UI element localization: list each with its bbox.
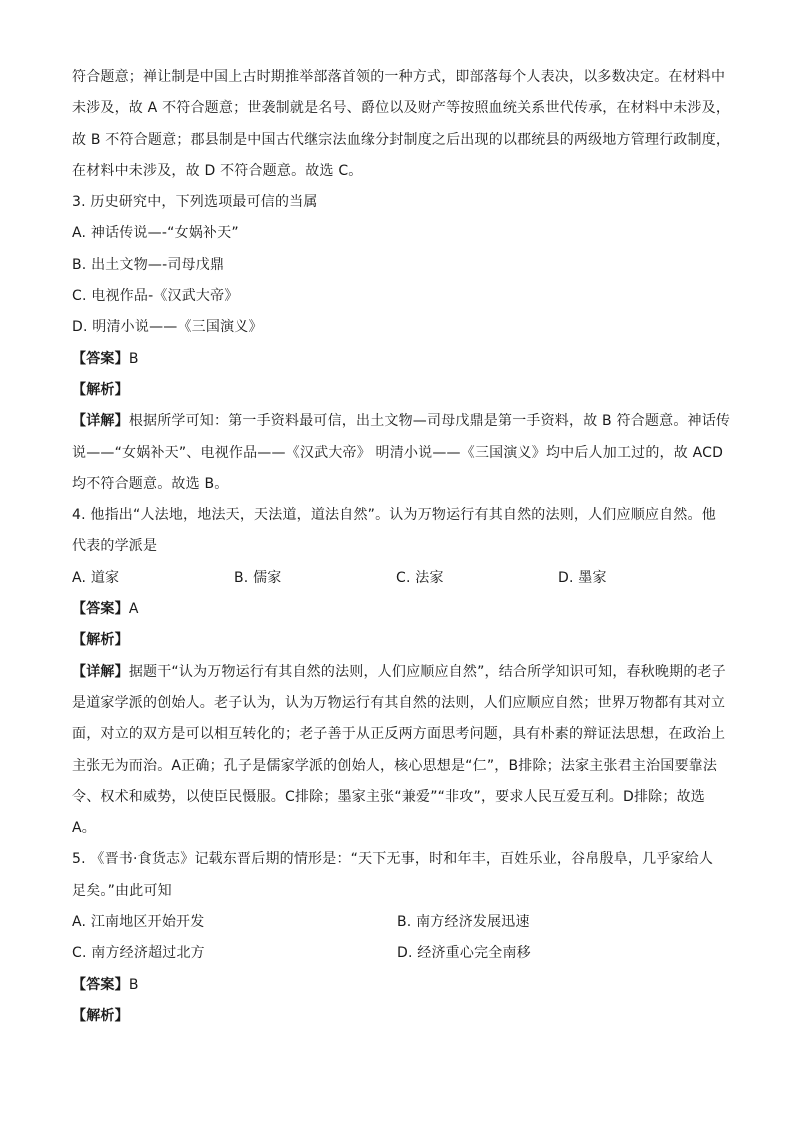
options-row <box>72 938 722 969</box>
analysis-tag: 【解析】 <box>72 1007 129 1024</box>
question-stem: 5. 《晋书·食货志》记载东晋后期的情形是：“天下无事，时和年丰，百姓乐业，谷帛殷阜，几乎家给人 <box>72 851 714 868</box>
answer-tag: 【答案】 <box>72 976 129 993</box>
answer-tag: 【答案】 <box>72 350 129 367</box>
detail-line: 令、权术和威势，以使臣民慑服。C排除；墨家主张“兼爱”“非攻”，要求人民互爱互利。D排除；故选 <box>72 788 705 805</box>
detail-tag: 【详解】 <box>72 663 129 680</box>
question-stem: 3. 历史研究中，下列选项最可信的当属 <box>72 194 318 211</box>
detail-line: 是道家学派的创始人。老子认为，认为万物运行有其自然的法则，人们应顺应自然；世界万物都有其对立 <box>72 694 726 711</box>
question-stem: 4. 他指出“人法地，地法天，天法道，道法自然”。认为万物运行有其自然的法则，人们应顺应自然。他 <box>72 507 716 524</box>
option-d: D. 经济重心完全南移 <box>397 945 531 962</box>
analysis-tag: 【解析】 <box>72 632 129 649</box>
intro-paragraph <box>72 62 731 187</box>
question-4 <box>72 500 726 844</box>
option-c: C. 南方经济超过北方 <box>72 945 205 962</box>
option-d: D. 明清小说——《三国演义》 <box>72 319 263 336</box>
intro-line: 在材料中未涉及，故 D 不符合题意。故选 C。 <box>72 162 363 179</box>
detail-text: 根据所学可知：第一手资料最可信，出土文物—司母戊鼎是第一手资料，故 B 符合题意。神话传 <box>128 413 731 430</box>
analysis-tag: 【解析】 <box>72 381 129 398</box>
options-row <box>72 907 722 938</box>
option-b: B. 儒家 <box>234 569 282 586</box>
answer-tag: 【答案】 <box>72 601 129 618</box>
option-b: B. 出土文物—-司母戊鼎 <box>72 256 225 273</box>
document-page <box>72 62 731 1032</box>
option-c: C. 法家 <box>396 569 444 586</box>
detail-line: A。 <box>72 820 96 837</box>
question-3 <box>72 187 731 500</box>
answer-value: A <box>128 601 139 618</box>
analysis-line <box>72 625 722 656</box>
option-a: A. 神话传说—-“女娲补天” <box>72 225 239 242</box>
answer-line <box>72 594 722 625</box>
intro-line: 符合题意；禅让制是中国上古时期推举部落首领的一种方式，即部落每个人表决，以多数决定。在材料中 <box>72 69 726 85</box>
analysis-line <box>72 1001 722 1032</box>
detail-line <box>72 406 731 437</box>
option-b: B. 南方经济发展迅速 <box>397 914 530 931</box>
detail-line <box>72 657 726 688</box>
detail-line: 面，对立的双方是可以相互转化的；老子善于从正反两方面思考问题，具有朴素的辩证法思想，在政治上 <box>72 726 726 743</box>
question-stem: 代表的学派是 <box>72 538 158 555</box>
answer-line <box>72 344 722 375</box>
intro-line: 故 B 不符合题意；郡县制是中国古代继宗法血缘分封制度之后出现的以郡统县的两级地方管理行政制度， <box>72 131 731 148</box>
answer-line <box>72 970 722 1001</box>
intro-line: 未涉及，故 A 不符合题意；世袭制就是名号、爵位以及财产等按照血统关系世代传承，在材料中未涉及， <box>72 100 731 117</box>
detail-tag: 【详解】 <box>72 413 129 430</box>
answer-value: B <box>128 976 139 993</box>
answer-value: B <box>128 350 139 367</box>
option-c: C. 电视作品-《汉武大帝》 <box>72 288 239 305</box>
analysis-line <box>72 375 722 406</box>
question-stem: 足矣。”由此可知 <box>72 882 172 899</box>
detail-line: 说——“女娲补天”、电视作品——《汉武大帝》 明清小说——《三国演义》均中后人加工过的，故 ACD <box>72 444 724 461</box>
options-row <box>72 563 722 594</box>
option-d: D. 墨家 <box>558 569 607 586</box>
option-a: A. 道家 <box>72 569 120 586</box>
detail-text: 据题干“认为万物运行有其自然的法则，人们应顺应自然”，结合所学知识可知，春秋晚期的老子 <box>128 663 726 680</box>
detail-line: 均不符合题意。故选 B。 <box>72 475 229 492</box>
option-a: A. 江南地区开始开发 <box>72 914 205 931</box>
detail-line: 主张无为而治。A正确；孔子是儒家学派的创始人，核心思想是“仁”，B排除；法家主张君主治国要靠法 <box>72 757 718 774</box>
question-5 <box>72 844 722 1032</box>
